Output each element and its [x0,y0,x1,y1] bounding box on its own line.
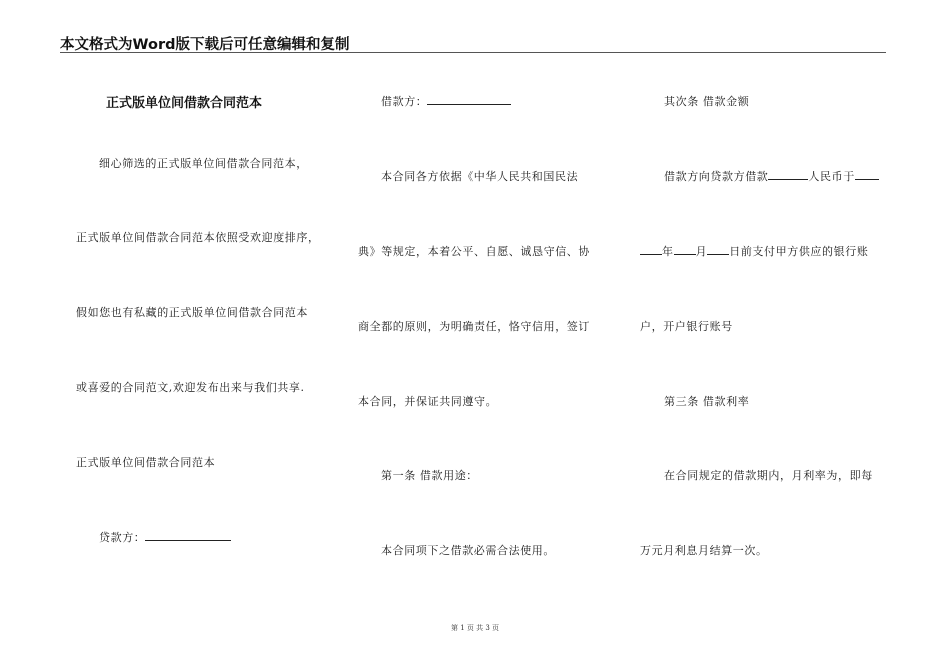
amount-blank [768,170,808,180]
section-heading: 第三条 借款利率 [664,395,750,408]
day-blank [707,245,729,255]
amount-line [664,168,879,184]
text-line: 正式版单位间借款合同范本 [76,456,216,469]
page-header-title: 本文格式为Word版下载后可任意编辑和复制 [60,37,350,53]
text-line: 本合同项下之借款必需合法使用。 [381,544,555,557]
borrower-line [381,93,511,109]
amount-text: 借款方向贷款方借款 [664,170,769,183]
borrower-blank [427,95,511,105]
day-text: 日前支付甲方供应的银行账 [729,245,869,258]
year-blank [640,245,662,255]
month-label: 月 [695,245,708,258]
text-line: 本合同各方依据《中华人民共和国民法 [381,170,579,183]
lender-label: 贷款方： [99,531,146,544]
date-blank [855,170,879,180]
text-line: 万元月利息月结算一次。 [640,544,768,557]
year-label: 年 [662,245,674,258]
text-line: 本合同，并保证共同遵守。 [358,395,498,408]
lender-line [99,529,231,545]
currency-text: 人民币于 [808,170,855,183]
page-footer: 第 1 页 共 3 页 [450,624,500,632]
text-line: 典》等规定，本着公平、自愿、诚恳守信、协 [358,245,590,258]
text-line: 正式版单位间借款合同范本依照受欢迎度排序， [76,231,320,244]
section-heading: 其次条 借款金额 [664,95,750,108]
text-line: 或喜爱的合同范文,欢迎发布出来与我们共享. [76,381,305,394]
text-line: 户，开户银行账号 [640,320,733,333]
borrower-label: 借款方： [381,95,428,108]
text-line: 在合同规定的借款期内，月利率为，即每 [664,469,873,482]
month-blank [674,245,696,255]
text-line: 商全都的原则，为明确责任，恪守信用，签订 [358,320,590,333]
header-divider [60,52,886,53]
lender-blank [145,531,231,541]
text-line: 假如您也有私藏的正式版单位间借款合同范本 [76,306,308,319]
section-heading: 第一条 借款用途： [381,469,478,482]
text-line: 细心筛选的正式版单位间借款合同范本， [99,157,308,170]
date-line [640,243,868,259]
document-title: 正式版单位间借款合同范本 [106,96,263,111]
